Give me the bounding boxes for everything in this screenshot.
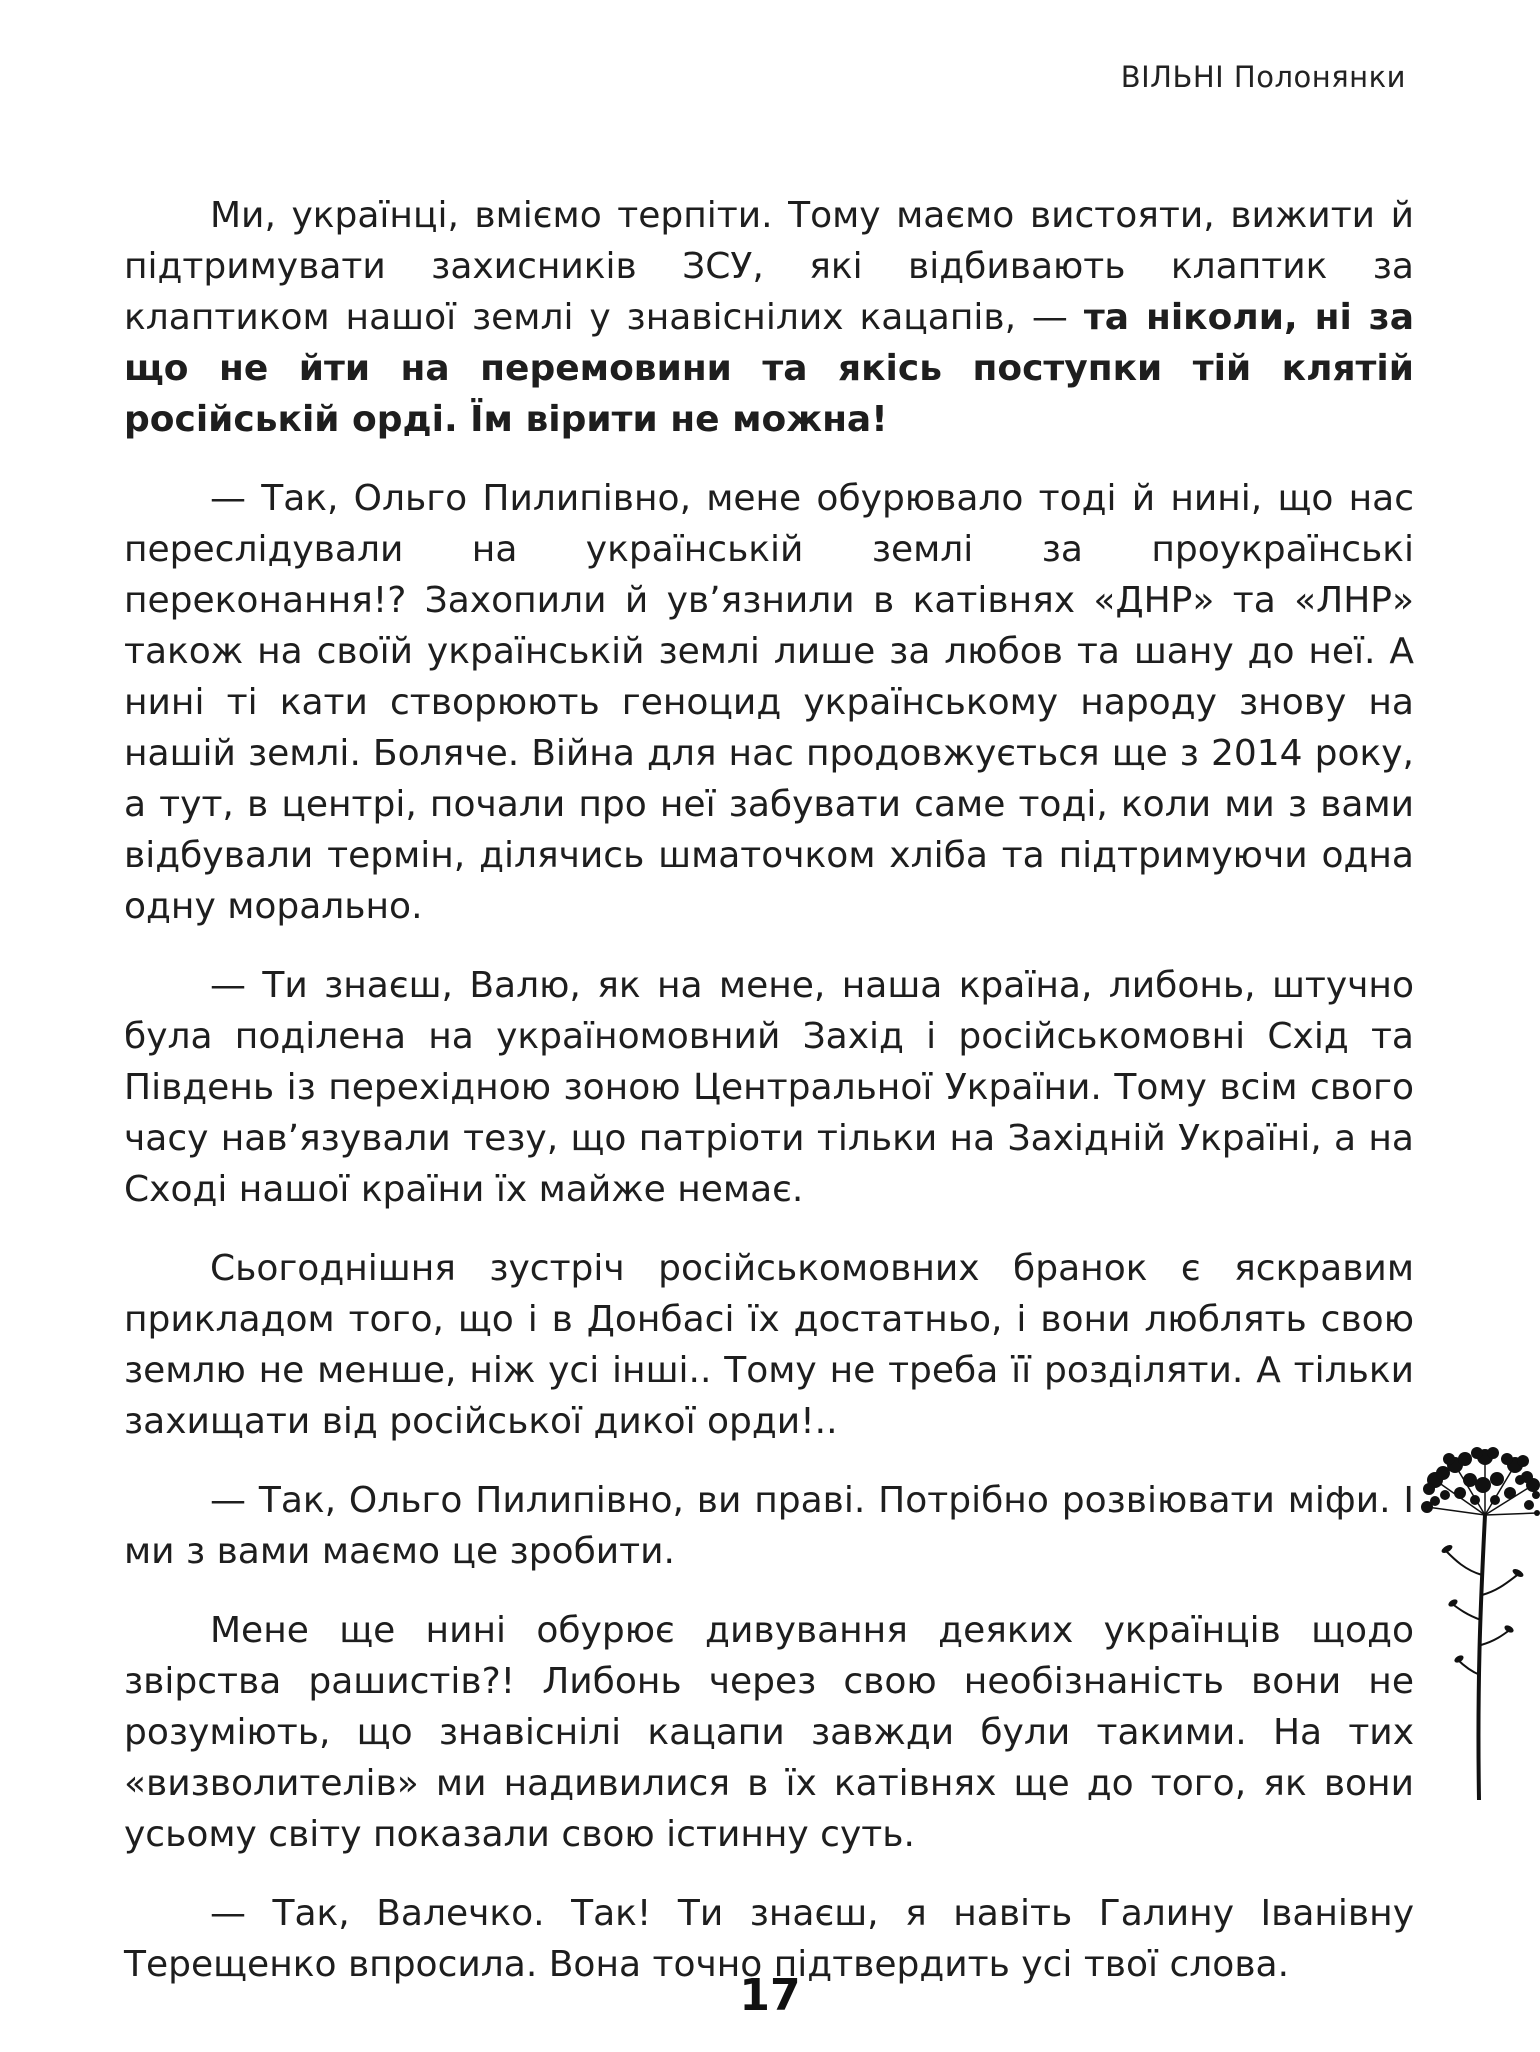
paragraph-1 <box>124 190 1414 445</box>
paragraph-2: — Так, Ольго Пилипівно, мене обурювало тоді й нині, що нас переслідували на українській землі за проукраїнські переконання!? Захопили й ув’язнили в катівнях «ДНР» та «ЛНР» також на своїй українській землі лише за любов та шану до неї. А нині ті кати створюють геноцид українському народу знову на нашій землі. Боляче. Війна для нас продовжується ще з 2014 року, а тут, в центрі, почали про неї забувати саме тоді, коли ми з вами відбували термін, ділячись шматочком хліба та підтримуючи одна одну морально. <box>124 478 1414 927</box>
paragraph-1-text: Ми, українці, вміємо терпіти. Тому маємо вистояти, вижити й підтримувати захисників ЗСУ, які відбивають клаптик за клаптиком нашої землі у знавіснілих кацапів, — <box>124 195 1414 338</box>
body-text <box>124 190 1414 1990</box>
paragraph-4: Сьогоднішня зустріч російськомовних бранок є яскравим прикладом того, що і в Донбасі їх достатньо, і вони люблять свою землю не менше, ніж усі інші.. Тому не треба її розділяти. А тільки захищати від російської дикої орди!.. <box>124 1248 1414 1442</box>
paragraph-5: — Так, Ольго Пилипівно, ви праві. Потрібно розвіювати міфи. І ми з вами маємо це зробити. <box>124 1480 1414 1572</box>
umbel-plant-icon <box>1415 1445 1540 1805</box>
running-header: ВІЛЬНІ Полонянки <box>1120 60 1406 94</box>
page-number: 17 <box>739 1970 801 2021</box>
paragraph-7: — Так, Валечко. Так! Ти знаєш, я навіть Галину Іванівну Терещенко впросила. Вона точно підтвердить усі твої слова. <box>124 1893 1414 1985</box>
paragraph-6: Мене ще нині обурює дивування деяких українців щодо звірства рашистів?! Либонь через свою необізнаність вони не розуміють, що знавіснілі кацапи завжди були такими. На тих «визволителів» ми надивилися в їх катівнях ще до того, як вони усьому світу показали свою істинну суть. <box>124 1610 1414 1855</box>
paragraph-3: — Ти знаєш, Валю, як на мене, наша країна, либонь, штучно була поділена на україномовний Захід і російськомовні Схід та Південь із перехідною зоною Центральної України. Тому всім свого часу нав’язували тезу, що патріоти тільки на Західній Україні, а на Сході нашої країни їх майже немає. <box>124 965 1414 1210</box>
paragraph-1-bold-text: та ніколи, ні за що не йти на перемовини та якісь поступки тій клятій російській орді. Їм вірити не можна! <box>124 297 1415 440</box>
